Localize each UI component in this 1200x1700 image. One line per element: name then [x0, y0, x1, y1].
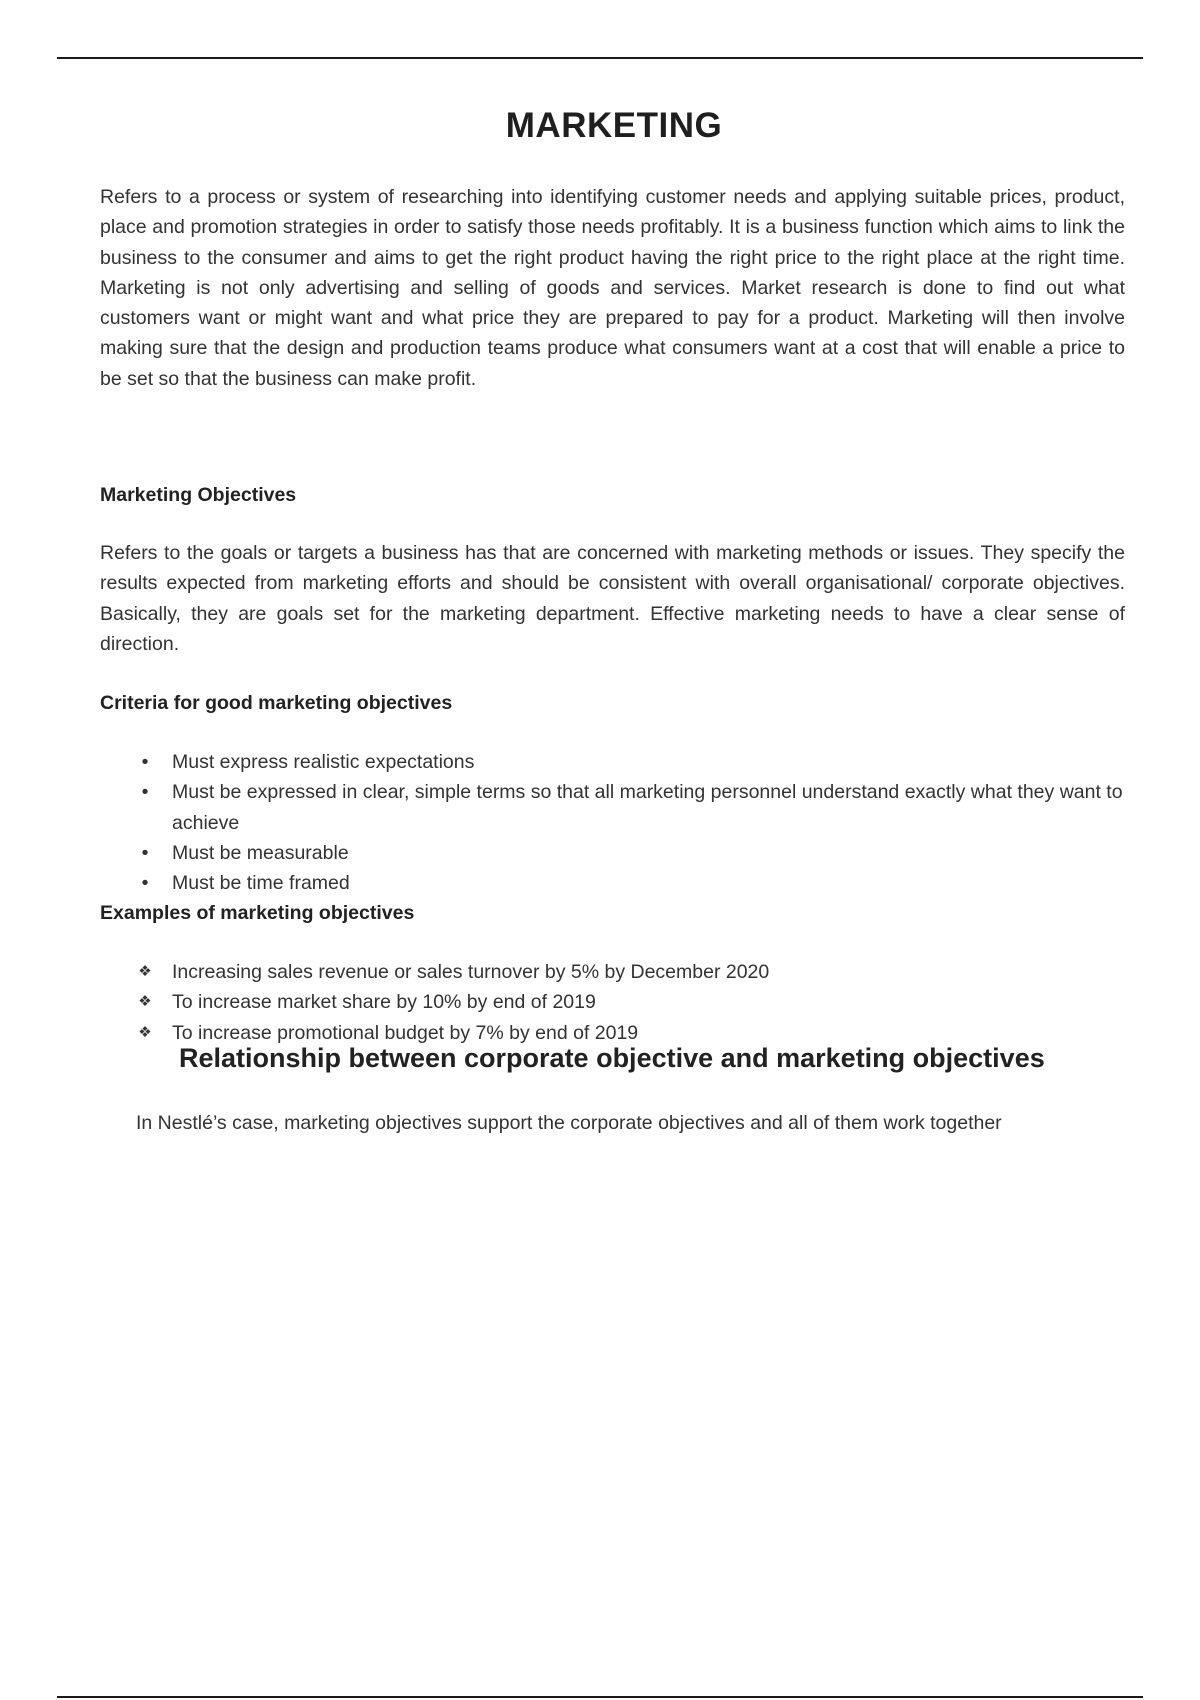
bullet-icon: •	[141, 872, 149, 895]
bottom-rule	[57, 1696, 1143, 1698]
intro-paragraph: Refers to a process or system of researching into identifying customer needs and applying suitable prices, product, place and promotion strategies in order to satisfy those needs profitably. It is a business function which aims to link the business to the consumer and aims to get the right product having the right price to the right place at the right time. Marketing is not only advertising and selling of goods and services. Market research is done to find out what customers want or might want and what price they are prepared to pay for a product. Marketing will then involve making sure that the design and production teams produce what consumers want at a cost that will enable a price to be set so that the business can make profit.	[100, 186, 1125, 390]
list-item-text: To increase promotional budget by 7% by end of 2019	[172, 1021, 639, 1044]
diamond-bullet-icon: ❖	[138, 963, 152, 980]
list-item-text: Must be time framed	[172, 872, 350, 895]
relationship-heading: Relationship between corporate objective and marketing objectives	[179, 1043, 1045, 1073]
bullet-icon: •	[141, 781, 149, 804]
list-item	[100, 987, 1125, 1017]
diamond-bullet-icon: ❖	[138, 1023, 152, 1041]
relationship-paragraph: In Nestlé’s case, marketing objectives support the corporate objectives and all of them work together	[136, 1112, 1002, 1134]
list-item	[100, 957, 1125, 987]
list-item	[100, 777, 1125, 838]
objectives-paragraph: Refers to the goals or targets a business has that are concerned with marketing methods or issues. They specify the results expected from marketing efforts and should be consistent with overall organisational/ corporate objectives. Basically, they are goals set for the marketing department. Effective marketing needs to have a clear sense of direction.	[100, 542, 1125, 655]
bullet-icon: •	[141, 841, 149, 864]
examples-list	[100, 957, 1125, 1048]
bullet-icon: •	[141, 751, 149, 773]
list-item	[100, 868, 1125, 898]
list-item	[100, 838, 1125, 868]
top-rule	[57, 57, 1143, 59]
list-item-text: Must express realistic expectations	[172, 751, 475, 773]
diamond-bullet-icon: ❖	[138, 993, 152, 1011]
examples-heading: Examples of marketing objectives	[100, 902, 415, 924]
criteria-list	[100, 747, 1125, 898]
list-item-text: To increase market share by 10% by end of 2019	[172, 991, 596, 1014]
criteria-heading: Criteria for good marketing objectives	[100, 692, 453, 714]
list-item	[100, 747, 1125, 777]
list-item-text: Increasing sales revenue or sales turnover by 5% by December 2020	[172, 961, 770, 983]
objectives-heading: Marketing Objectives	[100, 484, 297, 506]
page-title: MARKETING	[505, 106, 723, 145]
list-item-text: Must be measurable	[172, 841, 349, 864]
list-item-text: Must be expressed in clear, simple terms so that all marketing personnel understand exactly what they want to achieve	[172, 781, 1123, 834]
